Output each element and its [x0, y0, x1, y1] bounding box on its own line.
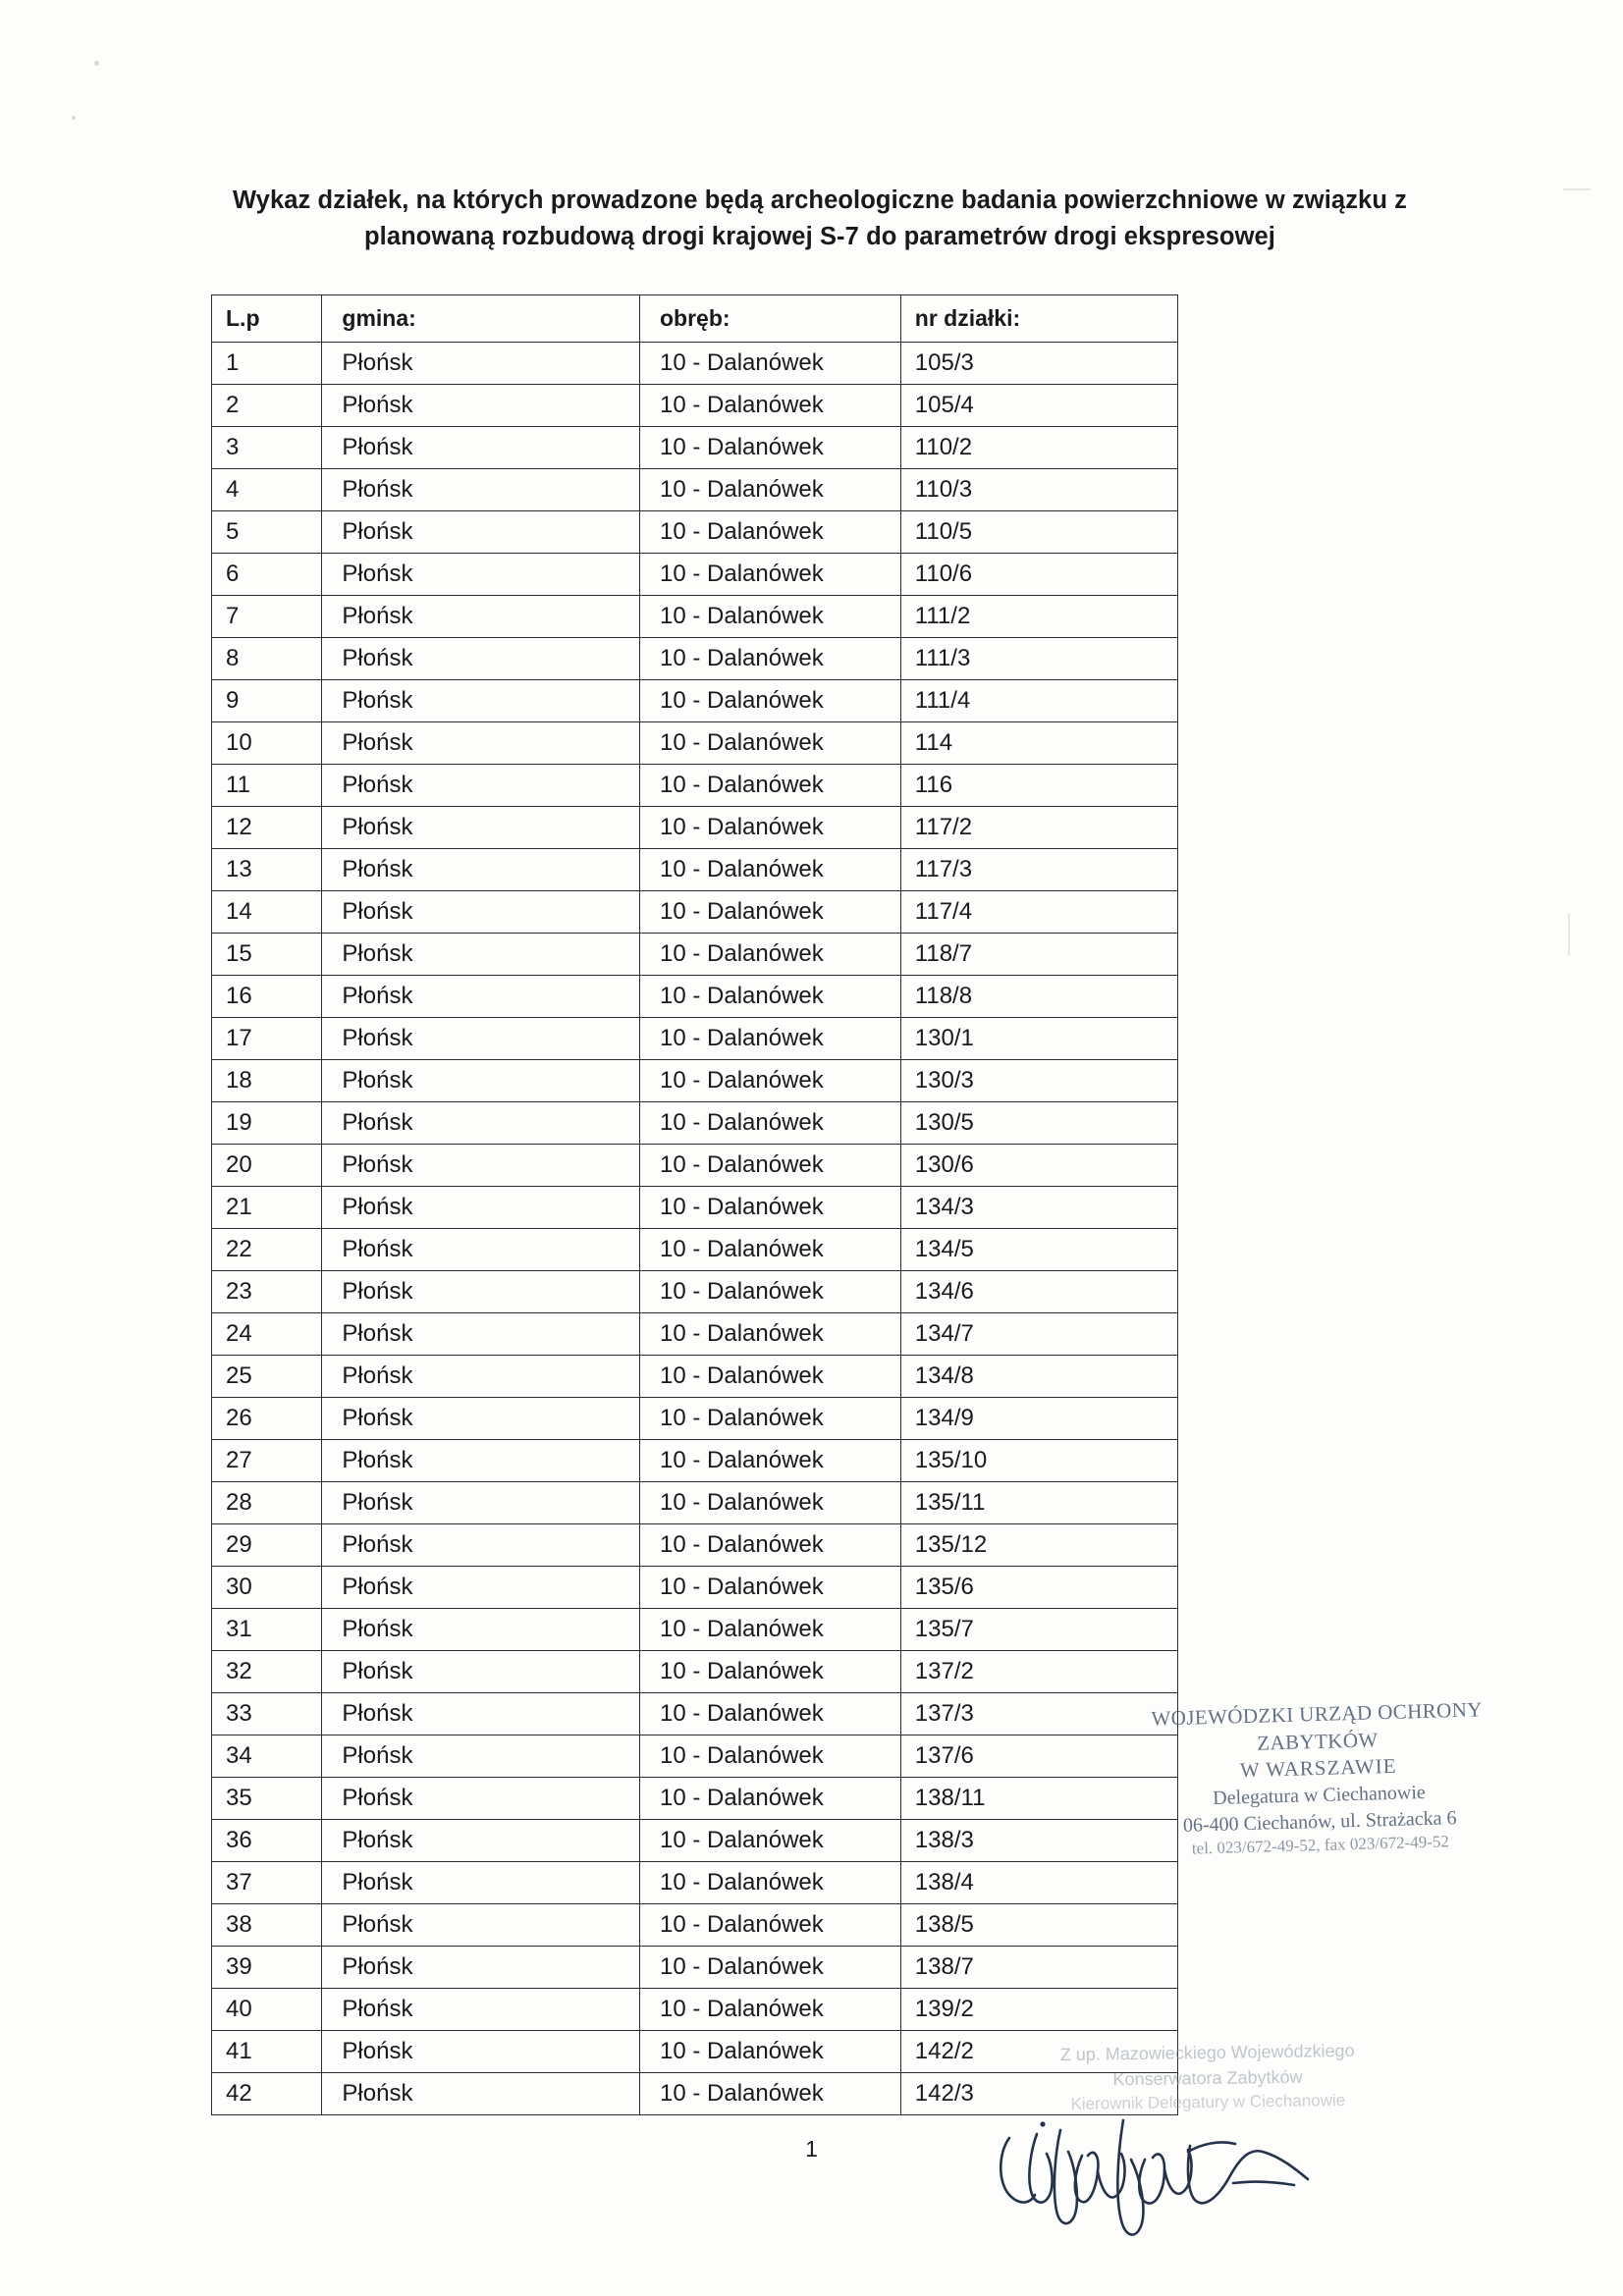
cell-lp: 3 — [212, 427, 322, 469]
cell-gmina: Płońsk — [322, 1440, 640, 1482]
cell-lp: 38 — [212, 1904, 322, 1947]
table-row — [212, 469, 1178, 511]
cell-gmina: Płońsk — [322, 765, 640, 807]
cell-obreb: 10 - Dalanówek — [640, 1313, 901, 1356]
cell-obreb: 10 - Dalanówek — [640, 891, 901, 934]
table-row — [212, 1482, 1178, 1524]
cell-lp: 41 — [212, 2031, 322, 2073]
cell-gmina: Płońsk — [322, 807, 640, 849]
cell-obreb: 10 - Dalanówek — [640, 2031, 901, 2073]
cell-gmina: Płońsk — [322, 891, 640, 934]
scan-artifact — [72, 116, 76, 120]
office-stamp-line-5: tel. 023/672-49-52, fax 023/672-49-52 — [1191, 1832, 1450, 1858]
cell-obreb: 10 - Dalanówek — [640, 385, 901, 427]
cell-lp: 7 — [212, 596, 322, 638]
cell-dzialka: 111/3 — [900, 638, 1177, 680]
cell-lp: 39 — [212, 1947, 322, 1989]
cell-dzialka: 142/2 — [900, 2031, 1177, 2073]
table-row — [212, 1313, 1178, 1356]
cell-obreb: 10 - Dalanówek — [640, 765, 901, 807]
table-row — [212, 1820, 1178, 1862]
cell-gmina: Płońsk — [322, 1102, 640, 1145]
cell-obreb: 10 - Dalanówek — [640, 1778, 901, 1820]
cell-obreb: 10 - Dalanówek — [640, 427, 901, 469]
table-row — [212, 2073, 1178, 2115]
cell-obreb: 10 - Dalanówek — [640, 1187, 901, 1229]
cell-dzialka: 130/3 — [900, 1060, 1177, 1102]
cell-obreb: 10 - Dalanówek — [640, 1271, 901, 1313]
page-number: 1 — [805, 2136, 818, 2162]
cell-dzialka: 111/2 — [900, 596, 1177, 638]
cell-lp: 37 — [212, 1862, 322, 1904]
cell-lp: 24 — [212, 1313, 322, 1356]
cell-dzialka: 135/6 — [900, 1567, 1177, 1609]
cell-gmina: Płońsk — [322, 1271, 640, 1313]
cell-obreb: 10 - Dalanówek — [640, 596, 901, 638]
cell-obreb: 10 - Dalanówek — [640, 722, 901, 765]
office-stamp-line-1: WOJEWÓDZKI URZĄD OCHRONY ZABYTKÓW — [1151, 1697, 1484, 1755]
cell-lp: 11 — [212, 765, 322, 807]
cell-dzialka: 134/7 — [900, 1313, 1177, 1356]
cell-dzialka: 134/3 — [900, 1187, 1177, 1229]
table-row — [212, 427, 1178, 469]
cell-gmina: Płońsk — [322, 343, 640, 385]
cell-obreb: 10 - Dalanówek — [640, 638, 901, 680]
cell-gmina: Płońsk — [322, 1947, 640, 1989]
table-row — [212, 1440, 1178, 1482]
cell-lp: 15 — [212, 934, 322, 976]
cell-dzialka: 105/3 — [900, 343, 1177, 385]
cell-gmina: Płońsk — [322, 849, 640, 891]
cell-dzialka: 116 — [900, 765, 1177, 807]
cell-gmina: Płońsk — [322, 722, 640, 765]
table-header — [212, 295, 1178, 343]
table-row — [212, 2031, 1178, 2073]
table-row — [212, 511, 1178, 554]
table-body — [212, 343, 1178, 2115]
cell-dzialka: 134/5 — [900, 1229, 1177, 1271]
cell-lp: 12 — [212, 807, 322, 849]
scan-artifact — [94, 61, 99, 66]
column-header-obreb: obręb: — [640, 295, 901, 343]
table-row — [212, 1609, 1178, 1651]
cell-obreb: 10 - Dalanówek — [640, 1820, 901, 1862]
cell-lp: 13 — [212, 849, 322, 891]
cell-lp: 23 — [212, 1271, 322, 1313]
cell-gmina: Płońsk — [322, 1229, 640, 1271]
cell-gmina: Płońsk — [322, 1778, 640, 1820]
cell-dzialka: 134/8 — [900, 1356, 1177, 1398]
cell-gmina: Płońsk — [322, 2031, 640, 2073]
cell-obreb: 10 - Dalanówek — [640, 1018, 901, 1060]
cell-gmina: Płońsk — [322, 680, 640, 722]
cell-lp: 34 — [212, 1735, 322, 1778]
handwritten-signature — [992, 2101, 1325, 2248]
table-row — [212, 722, 1178, 765]
cell-dzialka: 110/2 — [900, 427, 1177, 469]
cell-lp: 10 — [212, 722, 322, 765]
cell-dzialka: 138/4 — [900, 1862, 1177, 1904]
cell-dzialka: 130/6 — [900, 1145, 1177, 1187]
cell-obreb: 10 - Dalanówek — [640, 1693, 901, 1735]
cell-lp: 21 — [212, 1187, 322, 1229]
cell-lp: 19 — [212, 1102, 322, 1145]
cell-lp: 35 — [212, 1778, 322, 1820]
table-row — [212, 638, 1178, 680]
office-stamp-line-2: W WARSZAWIE — [1239, 1754, 1397, 1783]
cell-obreb: 10 - Dalanówek — [640, 1904, 901, 1947]
cell-dzialka: 135/11 — [900, 1482, 1177, 1524]
cell-dzialka: 142/3 — [900, 2073, 1177, 2115]
cell-obreb: 10 - Dalanówek — [640, 1102, 901, 1145]
table-row — [212, 1862, 1178, 1904]
cell-obreb: 10 - Dalanówek — [640, 1862, 901, 1904]
cell-dzialka: 117/2 — [900, 807, 1177, 849]
cell-lp: 40 — [212, 1989, 322, 2031]
cell-dzialka: 117/3 — [900, 849, 1177, 891]
cell-lp: 25 — [212, 1356, 322, 1398]
cell-dzialka: 110/6 — [900, 554, 1177, 596]
cell-gmina: Płońsk — [322, 554, 640, 596]
cell-gmina: Płońsk — [322, 1398, 640, 1440]
cell-lp: 16 — [212, 976, 322, 1018]
cell-obreb: 10 - Dalanówek — [640, 1735, 901, 1778]
cell-dzialka: 135/12 — [900, 1524, 1177, 1567]
table-row — [212, 385, 1178, 427]
cell-obreb: 10 - Dalanówek — [640, 2073, 901, 2115]
cell-gmina: Płońsk — [322, 1989, 640, 2031]
cell-gmina: Płońsk — [322, 1060, 640, 1102]
table-row — [212, 1271, 1178, 1313]
cell-lp: 42 — [212, 2073, 322, 2115]
cell-dzialka: 118/7 — [900, 934, 1177, 976]
table-row — [212, 1187, 1178, 1229]
cell-lp: 22 — [212, 1229, 322, 1271]
cell-lp: 27 — [212, 1440, 322, 1482]
cell-dzialka: 137/6 — [900, 1735, 1177, 1778]
cell-lp: 18 — [212, 1060, 322, 1102]
cell-obreb: 10 - Dalanówek — [640, 1947, 901, 1989]
table-row — [212, 554, 1178, 596]
cell-dzialka: 138/7 — [900, 1947, 1177, 1989]
table-row — [212, 765, 1178, 807]
signature-stamp-line-2: Konserwatora Zabytków — [1112, 2066, 1303, 2090]
signature-stamp-line-3: Kierownik Delegatury w Ciechanowie — [1070, 2091, 1346, 2114]
table-row — [212, 976, 1178, 1018]
table-row — [212, 343, 1178, 385]
cell-obreb: 10 - Dalanówek — [640, 807, 901, 849]
table-row — [212, 1904, 1178, 1947]
table-row — [212, 807, 1178, 849]
cell-dzialka: 130/1 — [900, 1018, 1177, 1060]
cell-gmina: Płońsk — [322, 427, 640, 469]
cell-lp: 14 — [212, 891, 322, 934]
cell-obreb: 10 - Dalanówek — [640, 1524, 901, 1567]
table-row — [212, 891, 1178, 934]
cell-gmina: Płońsk — [322, 1018, 640, 1060]
cell-gmina: Płońsk — [322, 596, 640, 638]
parcels-table — [211, 294, 1178, 2115]
table-header-row — [212, 295, 1178, 343]
table-row — [212, 1145, 1178, 1187]
cell-gmina: Płońsk — [322, 511, 640, 554]
table-row — [212, 1651, 1178, 1693]
cell-lp: 6 — [212, 554, 322, 596]
page-title-line-2: planowaną rozbudową drogi krajowej S-7 do parametrów drogi ekspresowej — [363, 222, 1275, 250]
table-row — [212, 1356, 1178, 1398]
office-stamp-line-4: 06-400 Ciechanów, ul. Strażacka 6 — [1182, 1806, 1457, 1837]
cell-dzialka: 138/3 — [900, 1820, 1177, 1862]
cell-gmina: Płońsk — [322, 1356, 640, 1398]
cell-obreb: 10 - Dalanówek — [640, 1989, 901, 2031]
cell-dzialka: 105/4 — [900, 385, 1177, 427]
cell-dzialka: 138/11 — [900, 1778, 1177, 1820]
cell-lp: 30 — [212, 1567, 322, 1609]
table-row — [212, 849, 1178, 891]
cell-obreb: 10 - Dalanówek — [640, 849, 901, 891]
cell-dzialka: 139/2 — [900, 1989, 1177, 2031]
cell-dzialka: 138/5 — [900, 1904, 1177, 1947]
cell-gmina: Płońsk — [322, 1904, 640, 1947]
cell-obreb: 10 - Dalanówek — [640, 1229, 901, 1271]
cell-obreb: 10 - Dalanówek — [640, 1651, 901, 1693]
cell-lp: 5 — [212, 511, 322, 554]
cell-dzialka: 134/6 — [900, 1271, 1177, 1313]
cell-lp: 33 — [212, 1693, 322, 1735]
cell-dzialka: 135/7 — [900, 1609, 1177, 1651]
cell-gmina: Płońsk — [322, 976, 640, 1018]
cell-gmina: Płońsk — [322, 1693, 640, 1735]
cell-obreb: 10 - Dalanówek — [640, 343, 901, 385]
cell-gmina: Płońsk — [322, 1862, 640, 1904]
cell-lp: 9 — [212, 680, 322, 722]
table-row — [212, 1778, 1178, 1820]
signature-stamp-line-1: Z up. Mazowieckiego Wojewódzkiego — [1059, 2040, 1355, 2065]
page-title — [196, 183, 1443, 255]
cell-gmina: Płońsk — [322, 1482, 640, 1524]
cell-obreb: 10 - Dalanówek — [640, 1356, 901, 1398]
table-row — [212, 1060, 1178, 1102]
cell-obreb: 10 - Dalanówek — [640, 1060, 901, 1102]
column-header-lp: L.p — [212, 295, 322, 343]
cell-lp: 31 — [212, 1609, 322, 1651]
cell-obreb: 10 - Dalanówek — [640, 934, 901, 976]
cell-obreb: 10 - Dalanówek — [640, 469, 901, 511]
table-row — [212, 1524, 1178, 1567]
cell-dzialka: 110/5 — [900, 511, 1177, 554]
table-row — [212, 596, 1178, 638]
cell-lp: 28 — [212, 1482, 322, 1524]
cell-gmina: Płońsk — [322, 1820, 640, 1862]
cell-gmina: Płońsk — [322, 469, 640, 511]
cell-dzialka: 111/4 — [900, 680, 1177, 722]
table-row — [212, 680, 1178, 722]
scan-artifact — [1568, 913, 1570, 956]
cell-gmina: Płońsk — [322, 1567, 640, 1609]
cell-lp: 1 — [212, 343, 322, 385]
cell-lp: 26 — [212, 1398, 322, 1440]
cell-obreb: 10 - Dalanówek — [640, 680, 901, 722]
table-row — [212, 1018, 1178, 1060]
cell-dzialka: 137/3 — [900, 1693, 1177, 1735]
parcels-table-container — [211, 294, 1178, 2115]
cell-obreb: 10 - Dalanówek — [640, 1398, 901, 1440]
cell-gmina: Płońsk — [322, 934, 640, 976]
office-stamp-line-3: Delegatura w Ciechanowie — [1212, 1782, 1427, 1810]
cell-obreb: 10 - Dalanówek — [640, 511, 901, 554]
cell-lp: 8 — [212, 638, 322, 680]
cell-gmina: Płońsk — [322, 2073, 640, 2115]
cell-gmina: Płońsk — [322, 385, 640, 427]
cell-dzialka: 114 — [900, 722, 1177, 765]
cell-gmina: Płońsk — [322, 1187, 640, 1229]
cell-obreb: 10 - Dalanówek — [640, 1482, 901, 1524]
cell-gmina: Płońsk — [322, 1145, 640, 1187]
table-row — [212, 1989, 1178, 2031]
cell-obreb: 10 - Dalanówek — [640, 1440, 901, 1482]
table-row — [212, 1229, 1178, 1271]
cell-gmina: Płońsk — [322, 638, 640, 680]
cell-lp: 32 — [212, 1651, 322, 1693]
column-header-gmina: gmina: — [322, 295, 640, 343]
cell-lp: 2 — [212, 385, 322, 427]
cell-gmina: Płońsk — [322, 1524, 640, 1567]
page-title-line-1: Wykaz działek, na których prowadzone będą archeologiczne badania powierzchniowe w związku z — [232, 187, 1408, 214]
cell-dzialka: 135/10 — [900, 1440, 1177, 1482]
cell-obreb: 10 - Dalanówek — [640, 1145, 901, 1187]
cell-lp: 29 — [212, 1524, 322, 1567]
scan-artifact — [1563, 188, 1591, 190]
cell-lp: 36 — [212, 1820, 322, 1862]
cell-lp: 17 — [212, 1018, 322, 1060]
column-header-dzialka: nr działki: — [900, 295, 1177, 343]
cell-gmina: Płońsk — [322, 1609, 640, 1651]
table-row — [212, 1735, 1178, 1778]
cell-gmina: Płońsk — [322, 1651, 640, 1693]
table-row — [212, 1947, 1178, 1989]
cell-obreb: 10 - Dalanówek — [640, 1567, 901, 1609]
cell-obreb: 10 - Dalanówek — [640, 554, 901, 596]
cell-dzialka: 137/2 — [900, 1651, 1177, 1693]
cell-lp: 4 — [212, 469, 322, 511]
cell-lp: 20 — [212, 1145, 322, 1187]
table-row — [212, 1693, 1178, 1735]
cell-dzialka: 117/4 — [900, 891, 1177, 934]
table-row — [212, 1567, 1178, 1609]
table-row — [212, 1102, 1178, 1145]
cell-dzialka: 110/3 — [900, 469, 1177, 511]
cell-dzialka: 134/9 — [900, 1398, 1177, 1440]
cell-obreb: 10 - Dalanówek — [640, 976, 901, 1018]
cell-obreb: 10 - Dalanówek — [640, 1609, 901, 1651]
table-row — [212, 1398, 1178, 1440]
cell-dzialka: 118/8 — [900, 976, 1177, 1018]
cell-gmina: Płońsk — [322, 1735, 640, 1778]
cell-gmina: Płońsk — [322, 1313, 640, 1356]
cell-dzialka: 130/5 — [900, 1102, 1177, 1145]
table-row — [212, 934, 1178, 976]
